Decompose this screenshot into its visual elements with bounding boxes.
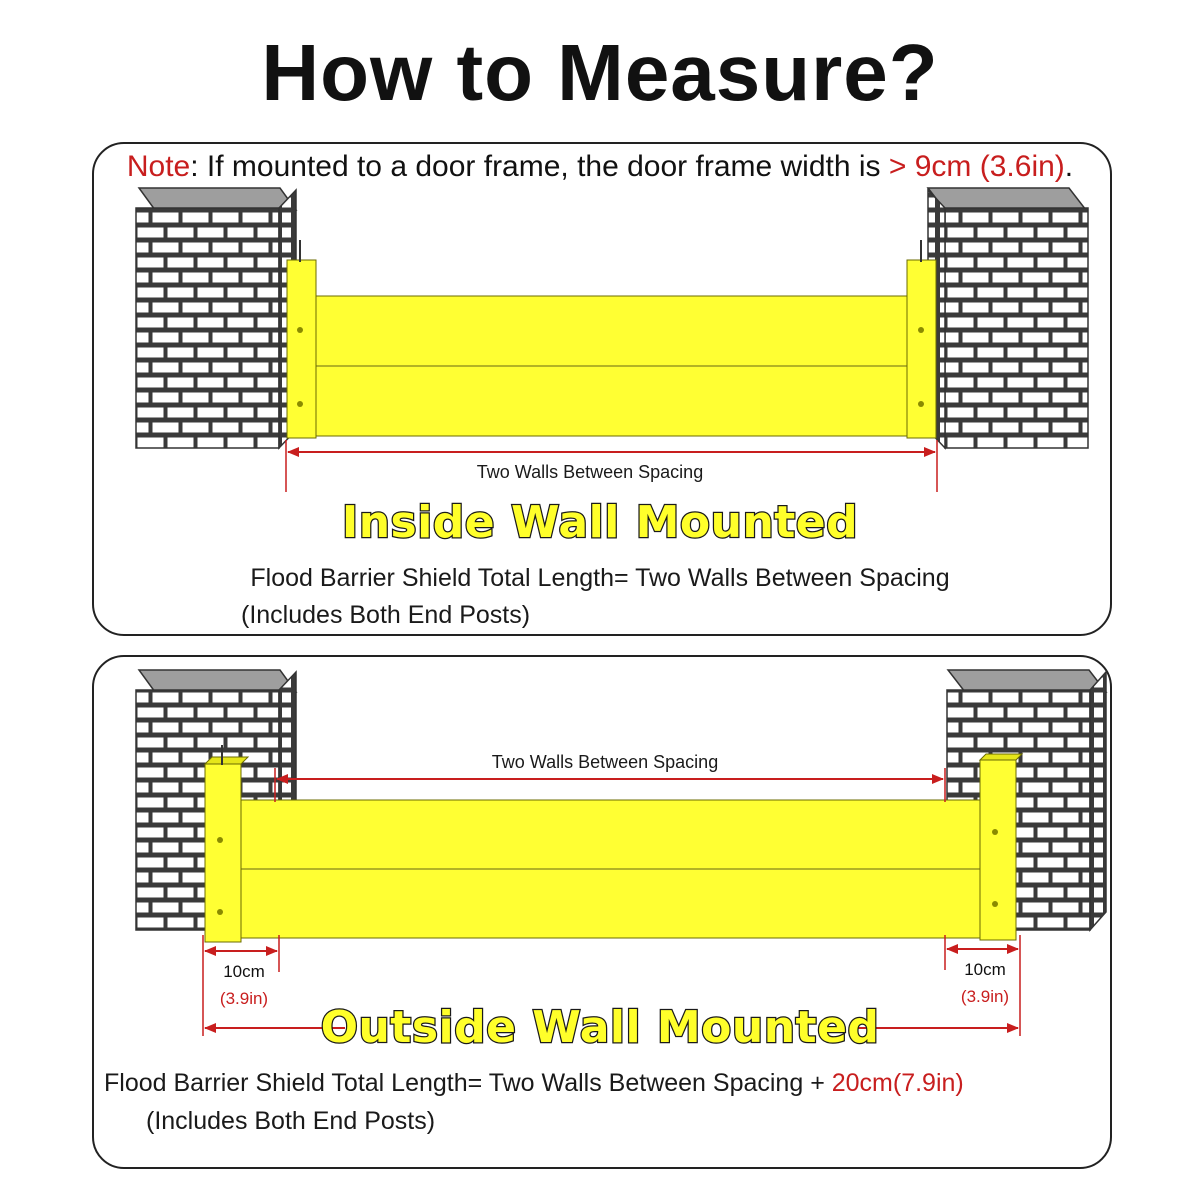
left-brick-wall-top: [136, 188, 296, 448]
flood-barrier-outside: [205, 745, 1022, 942]
note-suffix: .: [1064, 150, 1074, 183]
outside-formula-extra: 20cm(7.9in): [831, 1069, 964, 1097]
note-text: : If mounted to a door frame, the door frame width is: [190, 150, 889, 183]
right-offset-cm: 10cm: [964, 960, 1006, 979]
flood-barrier-inside: [287, 240, 936, 438]
inside-formula: Flood Barrier Shield Total Length= Two Walls Between Spacing: [250, 564, 950, 592]
note-prefix: Note: [126, 150, 191, 183]
inside-spacing-label: Two Walls Between Spacing: [476, 462, 704, 482]
outside-spacing-label: Two Walls Between Spacing: [491, 752, 719, 772]
door-frame-note: [0, 147, 1200, 187]
inside-mount-label: Inside Wall Mounted: [341, 497, 859, 548]
inside-includes-note: (Includes Both End Posts): [241, 601, 531, 629]
outside-spacing-dimension: [275, 768, 945, 802]
outside-mount-label: Outside Wall Mounted: [320, 1002, 880, 1053]
right-brick-wall-top: [928, 188, 1088, 448]
left-offset-cm: 10cm: [223, 962, 265, 981]
left-offset-in: (3.9in): [219, 989, 269, 1008]
note-value: > 9cm (3.6in): [888, 150, 1065, 183]
outside-formula: [104, 1067, 964, 1099]
outside-formula-text: Flood Barrier Shield Total Length= Two Walls Between Spacing +: [104, 1069, 832, 1097]
outside-includes-note: (Includes Both End Posts): [146, 1107, 436, 1135]
right-offset-in: (3.9in): [960, 987, 1010, 1006]
page-title: How to Measure?: [261, 28, 939, 117]
